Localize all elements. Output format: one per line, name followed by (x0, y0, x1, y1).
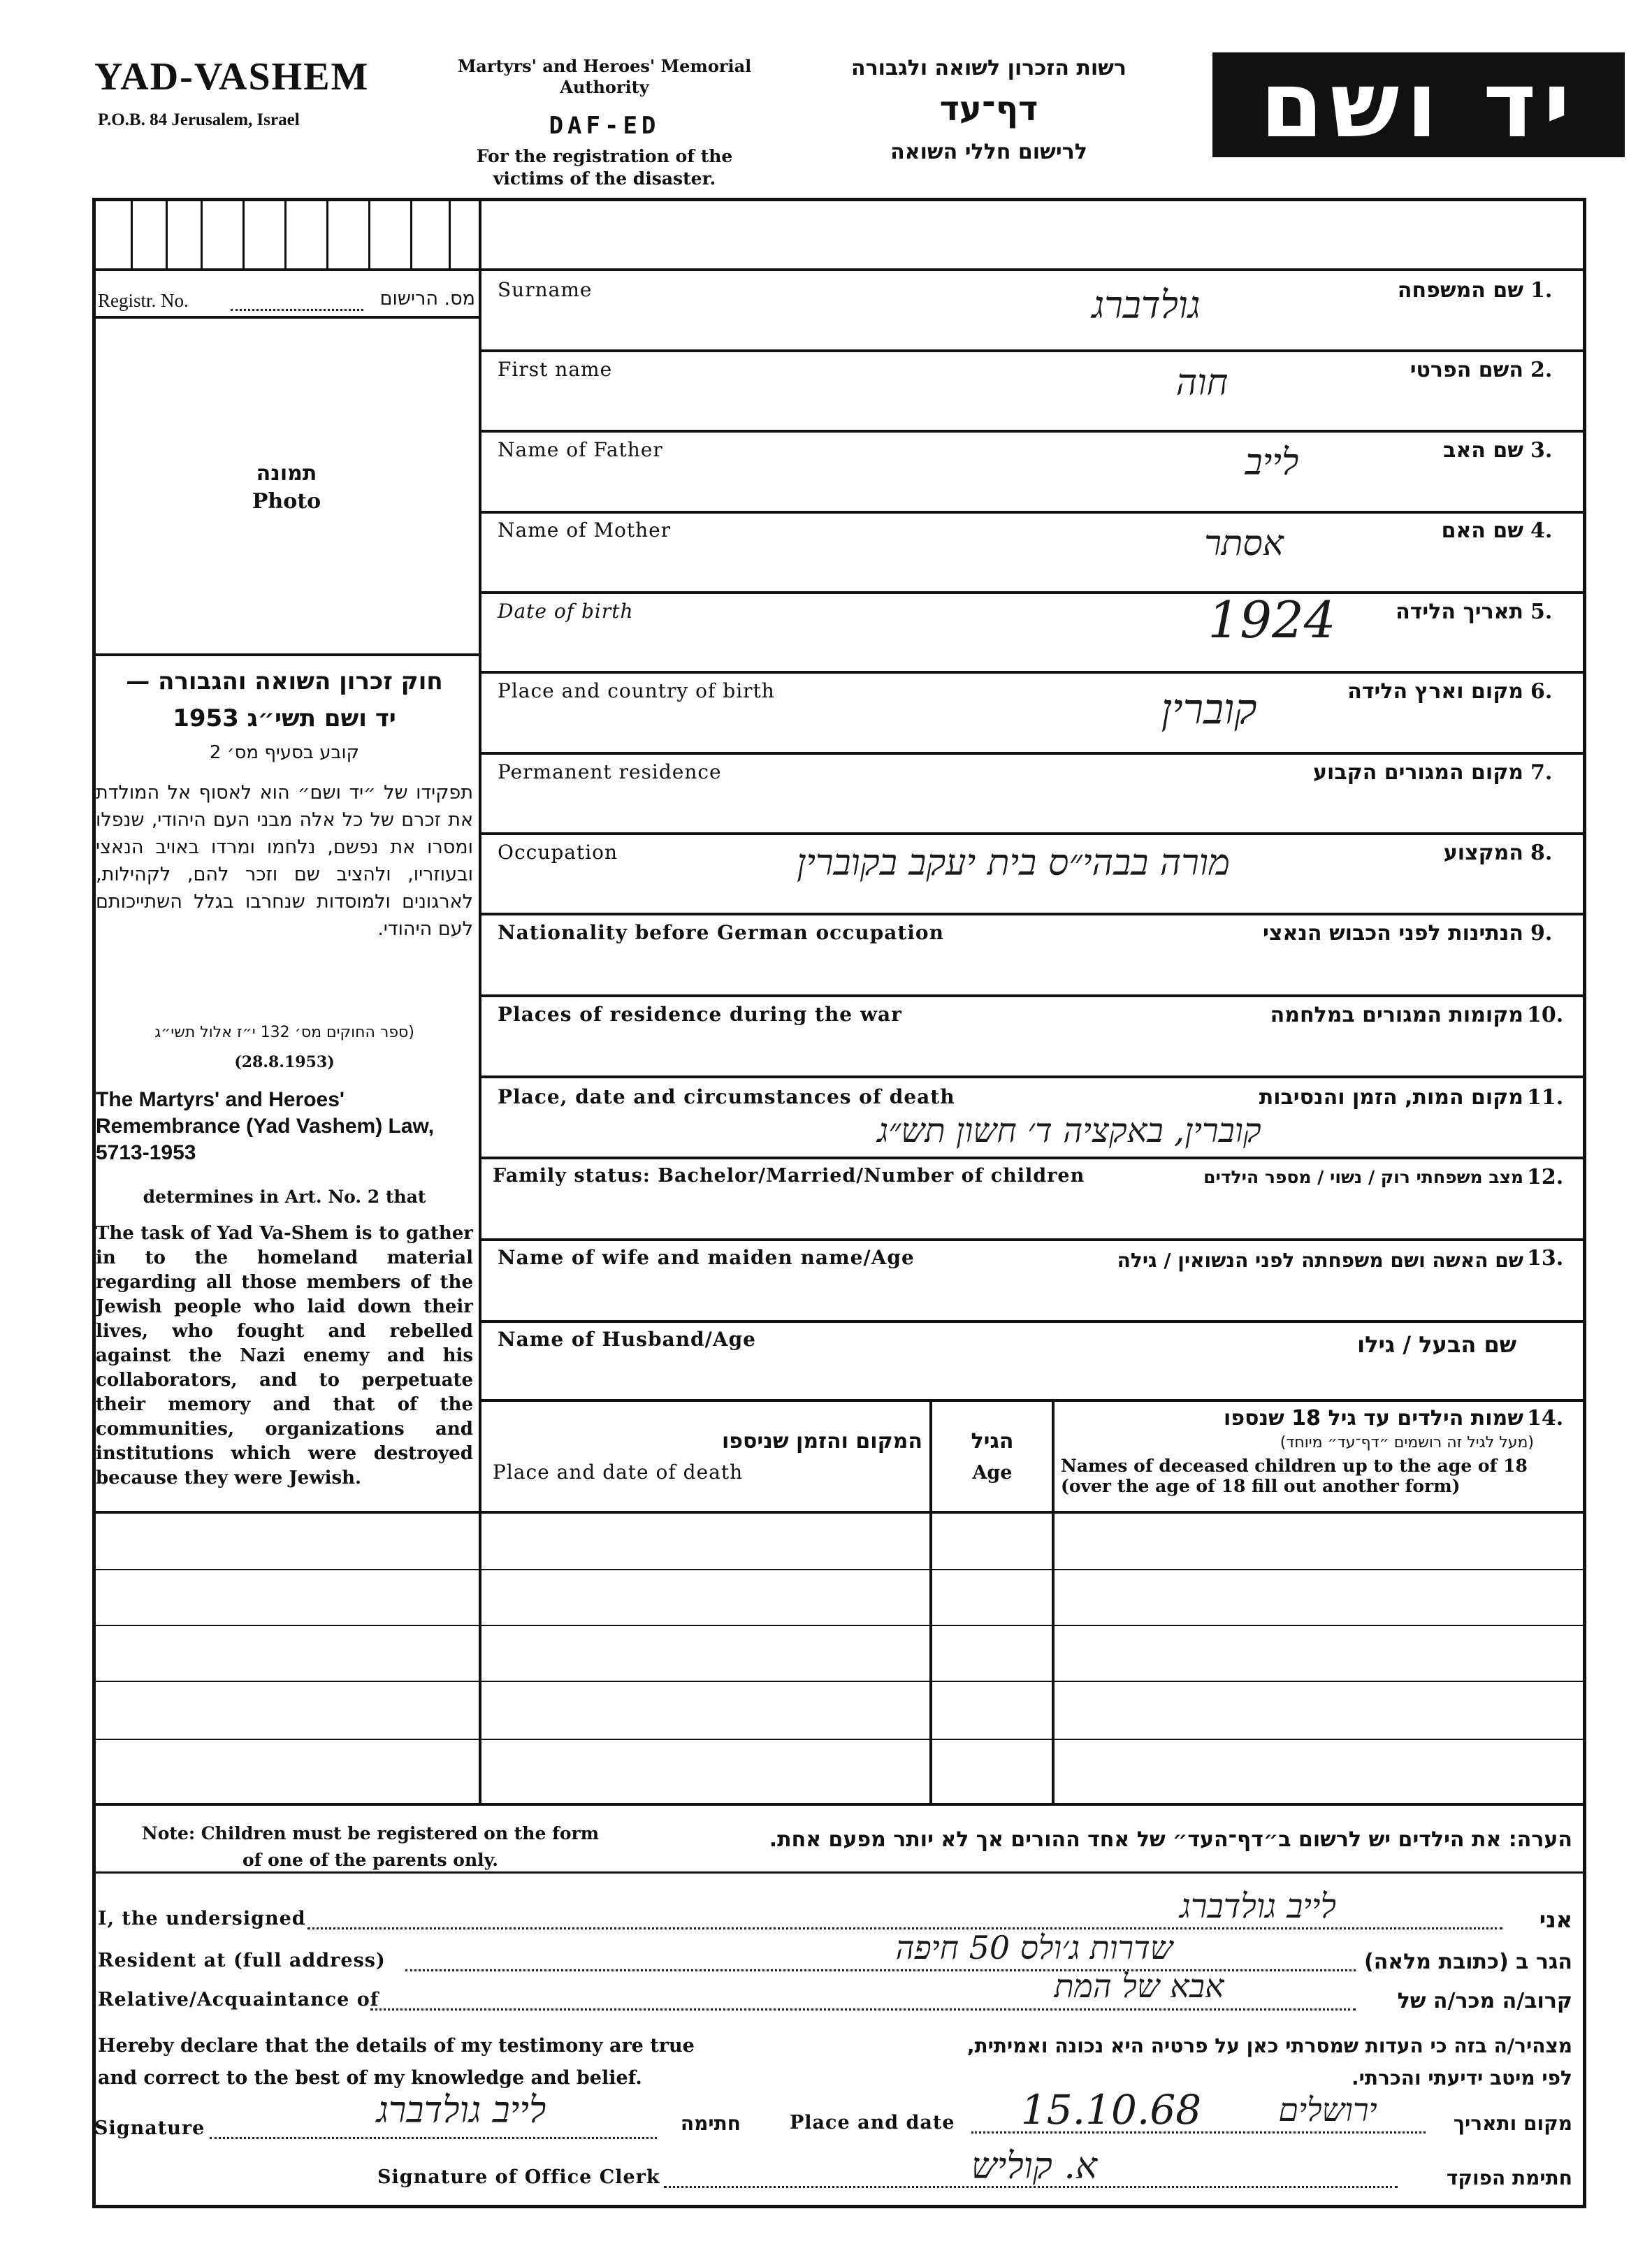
resident-value[interactable]: שדרות ג׳ולס 50 חיפה (895, 1929, 1173, 1966)
photo-label-en: Photo (252, 489, 321, 514)
undersigned-label-he: אני (1539, 1906, 1572, 1933)
form-purpose-en: For the registration of the victims of the disaster. (476, 146, 733, 189)
law-subtitle-he: יד ושם תשי״ג 1953 (173, 704, 396, 732)
children-place-he: המקום והזמן שניספו (721, 1429, 922, 1454)
field-family-status-number: 12. (1527, 1165, 1564, 1189)
field-surname-label-en: Surname (498, 278, 593, 301)
note-he: הערה: את הילדים יש לרשום ב״דף־העד״ של אחד ההורים אך לא יותר מפעם אחת. (769, 1827, 1572, 1852)
field-father-number: 3. (1530, 438, 1553, 463)
form-name-en: DAF-ED (549, 112, 660, 140)
field-death-number: 11. (1527, 1085, 1564, 1110)
declaration-he: מצהיר/ה בזה כי העדות שמסרתי כאן על פרטיה היא נכונה ואמיתית, לפי מיטב ידיעתי והכרתי. (966, 2034, 1572, 2089)
field-birth-date-label-en: Date of birth (498, 600, 634, 623)
field-occupation-value[interactable]: מורה בבהי״ס בית יעקב בקוברין (797, 842, 1230, 884)
field-father-label-he: שם האב (1443, 438, 1523, 463)
date-value[interactable]: 15.10.68 (1020, 2086, 1202, 2134)
resident-label-he: הגר ב (כתובת מלאה) (1363, 1950, 1572, 1974)
field-mother-label-en: Name of Mother (498, 519, 672, 542)
law-source-date: (28.8.1953) (234, 1053, 335, 1071)
field-mother-number: 4. (1530, 519, 1553, 543)
children-age-en: Age (972, 1462, 1013, 1484)
registration-label-en: Registr. No. (98, 290, 189, 311)
children-age-he: הגיל (971, 1429, 1014, 1454)
field-surname-number: 1. (1530, 278, 1553, 303)
signature-value[interactable]: לייב גולדברג (376, 2089, 546, 2131)
law-source-he: (ספר החוקים מס׳ 132 י״ז אלול תשי״ג (154, 1024, 414, 1041)
field-war-residence-number: 10. (1527, 1003, 1564, 1027)
field-surname-value[interactable]: גולדברג (1092, 283, 1201, 327)
field-wife-label-he: שם האשה ושם משפחתה לפני הנשואין / גילה (1117, 1249, 1523, 1272)
undersigned-value[interactable]: לייב גולדברג (1180, 1887, 1336, 1926)
clerk-label-he: חתימת הפוקד (1446, 2166, 1572, 2189)
field-nationality-label-he: הנתינות לפני הכבוש הנאצי (1263, 921, 1523, 946)
undersigned-label-en: I, the undersigned (98, 1908, 306, 1929)
law-determines-en: determines in Art. No. 2 that (143, 1187, 426, 1207)
field-first-name-number: 2. (1530, 358, 1553, 382)
field-death-value[interactable]: קוברין, באקציה ד׳ חשון תש״ג (877, 1111, 1261, 1150)
field-residence-label-he: מקום המגורים הקבוע (1313, 760, 1523, 785)
field-mother-label-he: שם האם (1441, 519, 1523, 543)
children-title-he: שמות הילדים עד גיל 18 שנספו (1224, 1406, 1523, 1430)
children-note-he: (מעל לגיל זה רושמים ״דף־עד״ מיוחד) (1280, 1434, 1534, 1451)
note-en: Note: Children must be registered on the form of one of the parents only. (141, 1823, 600, 1870)
children-number: 14. (1527, 1406, 1564, 1430)
children-table-row[interactable] (92, 1681, 1586, 1682)
children-table-row[interactable] (92, 1625, 1586, 1626)
authority-he: רשות הזכרון לשואה ולגבורה (851, 56, 1126, 80)
field-wife-number: 13. (1527, 1246, 1564, 1270)
field-war-residence-label-he: מקומות המגורים במלחמה (1270, 1003, 1523, 1027)
field-birth-place-label-he: מקום וארץ הלידה (1347, 679, 1523, 704)
registration-boxes (96, 201, 480, 268)
relative-label-en: Relative/Acquaintance of (98, 1989, 379, 2011)
field-occupation-label-en: Occupation (498, 841, 618, 864)
field-birth-date-value[interactable]: 1924 (1208, 591, 1336, 649)
children-table-row[interactable] (92, 1569, 1586, 1570)
field-nationality-number: 9. (1530, 921, 1553, 946)
law-body-en: The task of Yad Va-Shem is to gather in to the homeland material regarding all those members of the Jewish people who laid down their lives, who fought and rebelled against the Nazi enemy and his collaborators, and to perpetuate their memory and that of the communities, organizations and institutions which were destroyed because they were Jewish. (96, 1223, 473, 1488)
field-war-residence-label-en: Places of residence during the war (498, 1003, 902, 1026)
declaration-en: Hereby declare that the details of my testimony are true and correct to the best of my knowledge and belief. (98, 2035, 695, 2089)
law-body-he: תפקידו של ״יד ושם״ הוא לאסוף אל המולדת את זכרם של כל אלה מבני העם היהודי, שנפלו ומסרו את נפשם, נלחמו ומרדו באויב הנאצי ובעוזריו, ולהציב שם וזכר להם, לקהילות, לארגונים ולמוסדות שנחרבו בגלל השתייכותם לעם היהודי. (96, 782, 473, 940)
field-wife-label-en: Name of wife and maiden name/Age (498, 1246, 915, 1269)
field-birth-place-label-en: Place and country of birth (498, 679, 775, 702)
children-place-en: Place and date of death (493, 1461, 744, 1484)
field-occupation-label-he: המקצוע (1443, 841, 1523, 865)
field-occupation-number: 8. (1530, 841, 1553, 865)
field-death-label-he: מקום המות, הזמן והנסיבות (1259, 1085, 1523, 1110)
authority-en: Martyrs' and Heroes' Memorial Authority (457, 56, 752, 97)
field-family-status-label-he: מצב משפחתי רוק / נשוי / מספר הילדים (1203, 1167, 1523, 1187)
children-note-en: (over the age of 18 fill out another form) (1061, 1476, 1461, 1496)
field-birth-date-label-he: תאריך הלידה (1396, 600, 1523, 624)
law-article-he: קובע בסעיף מס׳ 2 (209, 742, 360, 763)
yad-vashem-logo: יד ושם (1212, 52, 1625, 157)
field-birth-place-value[interactable]: קוברין (1161, 685, 1257, 734)
relative-label-he: קרוב/ה מכר/ה של (1397, 1989, 1572, 2013)
place-date-label-he: מקום ותאריך (1453, 2112, 1572, 2135)
children-table-row[interactable] (92, 1739, 1586, 1740)
field-residence-number: 7. (1530, 760, 1553, 785)
field-mother-value[interactable]: אסתר (1204, 523, 1284, 563)
org-address-en: P.O.B. 84 Jerusalem, Israel (98, 110, 300, 129)
field-death-label-en: Place, date and circumstances of death (498, 1085, 955, 1108)
children-title-en: Names of deceased children up to the age of 18 (1061, 1456, 1528, 1476)
field-first-name-value[interactable]: חוה (1175, 362, 1229, 404)
field-residence-label-en: Permanent residence (498, 760, 722, 783)
field-birth-date-number: 5. (1530, 600, 1553, 624)
resident-label-en: Resident at (full address) (98, 1950, 386, 1971)
field-husband-label-he: שם הבעל / גילו (1357, 1331, 1516, 1358)
signature-label-he: חתימה (680, 2112, 741, 2135)
field-birth-place-number: 6. (1530, 679, 1553, 704)
law-title-en: The Martyrs' and Heroes' Remembrance (Yad Vashem) Law, 5713-1953 (96, 1088, 435, 1164)
field-first-name-label-en: First name (498, 358, 613, 381)
field-first-name-label-he: השם הפרטי (1410, 358, 1523, 382)
registration-label-he: מס. הרישום (379, 288, 475, 310)
form-purpose-he: לרישום חללי השואה (890, 140, 1087, 164)
relative-value[interactable]: אבא של המת (1054, 1967, 1224, 2005)
field-father-label-en: Name of Father (498, 438, 663, 461)
field-nationality-label-en: Nationality before German occupation (498, 921, 944, 944)
field-father-value[interactable]: לייב (1245, 442, 1299, 484)
clerk-value[interactable]: א. קוליש (971, 2145, 1098, 2187)
photo-label-he: תמונה (256, 461, 317, 486)
signature-label-en: Signature (94, 2117, 205, 2139)
place-date-label-en: Place and date (790, 2112, 955, 2134)
form-name-he: דף־עד (939, 89, 1038, 129)
law-title-he: חוק זכרון השואה והגבורה — (126, 667, 443, 695)
org-name-en: YAD-VASHEM (94, 55, 370, 99)
place-value[interactable]: ירושלים (1278, 2091, 1377, 2129)
field-surname-label-he: שם המשפחה (1397, 278, 1523, 303)
field-husband-label-en: Name of Husband/Age (498, 1328, 756, 1351)
field-family-status-label-en: Family status: Bachelor/Married/Number of children (493, 1165, 1085, 1187)
clerk-label-en: Signature of Office Clerk (377, 2166, 660, 2188)
